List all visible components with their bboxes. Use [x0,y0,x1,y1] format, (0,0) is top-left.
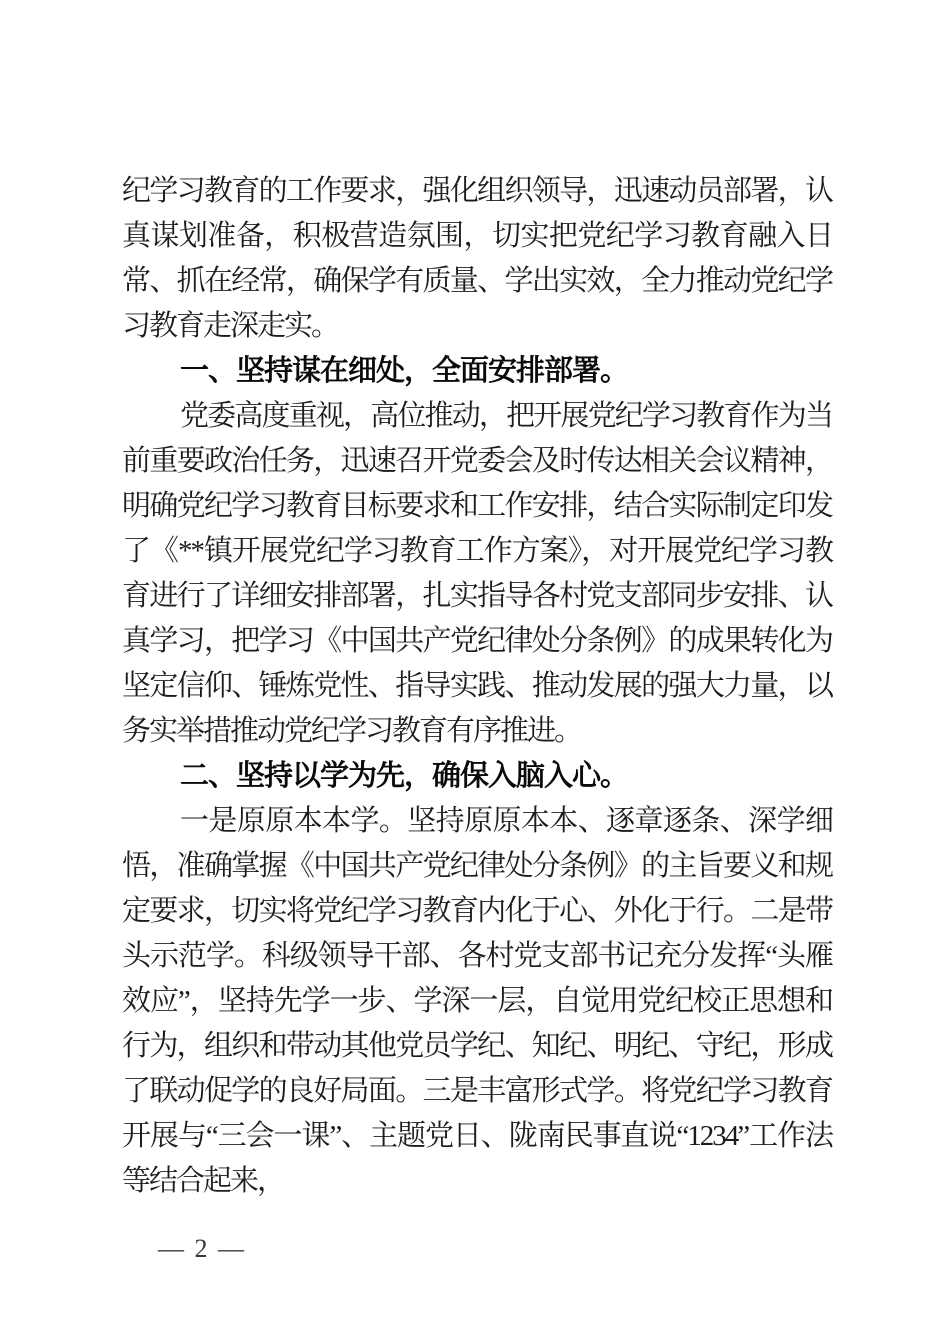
section-heading-1: 一、坚持谋在细处，全面安排部署。 [180,355,629,387]
paragraph-section-1: 党委高度重视，高位推动，把开展党纪学习教育作为当前重要政治任务，迅速召开党委会及时传达相关会议精神，明确党纪学习教育目标要求和工作安排，结合实际制定印发了《**镇开展党纪学习教育工作方案》，对开展党纪学习教育进行了详细安排部署，扎实指导各村党支部同步安排、认真学习，把学习《中国共产党纪律处分条例》的成果转化为坚定信仰、锤炼党性、指导实践、推动发展的强大力量，以务实举措推动党纪学习教育有序推进。 [122,400,832,747]
page-number: — 2 — [158,1234,246,1263]
paragraph-continuation: 纪学习教育的工作要求，强化组织领导，迅速动员部署，认真谋划准备，积极营造氛围，切实把党纪学习教育融入日常、抓在经常，确保学有质量、学出实效，全力推动党纪学习教育走深走实。 [122,175,832,342]
section-heading-2: 二、坚持以学为先，确保入脑入心。 [180,760,629,792]
paragraph-section-2: 一是原原本本学。坚持原原本本、逐章逐条、深学细悟，准确掌握《中国共产党纪律处分条例》的主旨要义和规定要求，切实将党纪学习教育内化于心、外化于行。二是带头示范学。科级领导干部、各村党支部书记充分发挥“头雁效应”，坚持先学一步、学深一层，自觉用党纪校正思想和行为，组织和带动其他党员学纪、知纪、明纪、守纪，形成了联动促学的良好局面。三是丰富形式学。将党纪学习教育开展与“三会一课”、主题党日、陇南民事直说“1234”工作法等结合起来， [122,805,832,1197]
document-body [122,169,832,1204]
